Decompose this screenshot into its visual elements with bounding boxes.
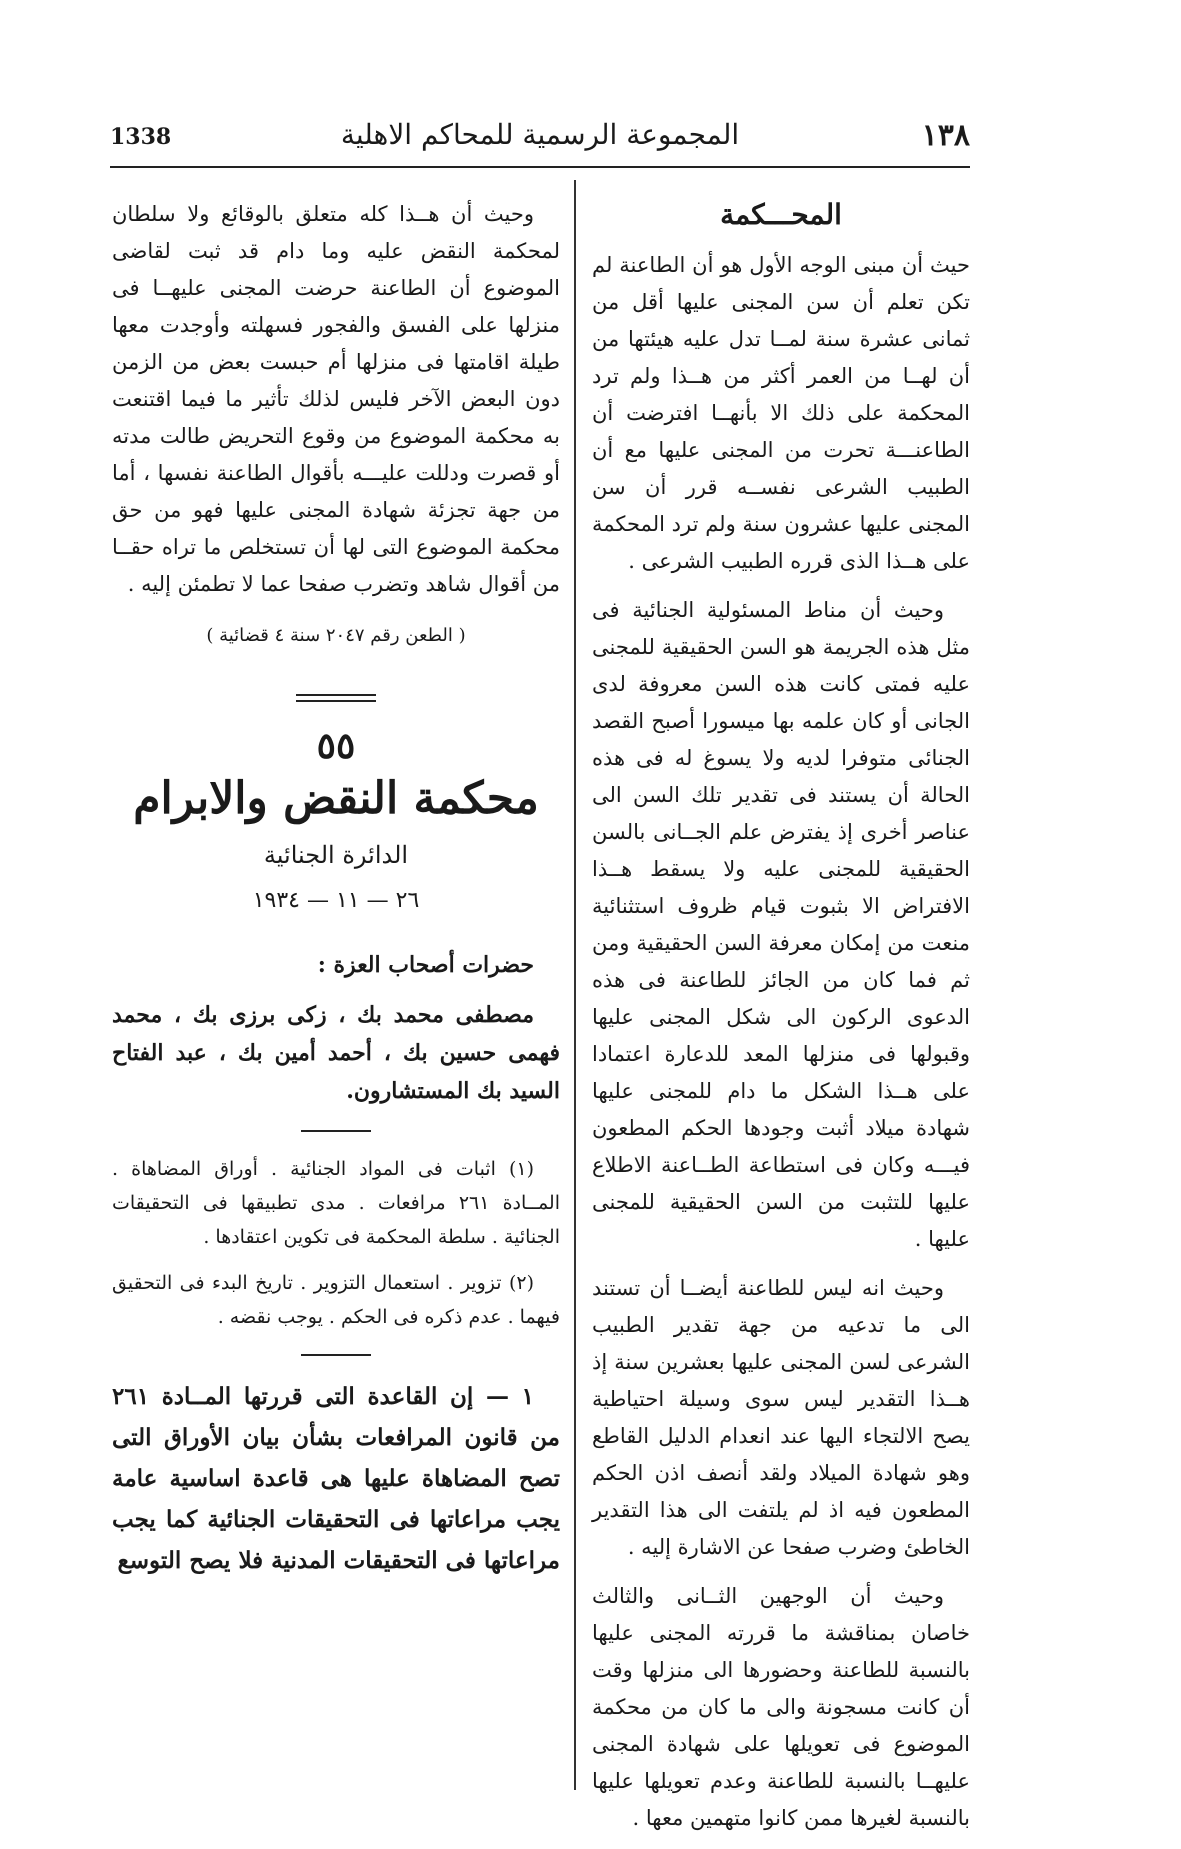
circuit-name: الدائرة الجنائية bbox=[263, 841, 409, 869]
page-number-arabic: ١٣٨ bbox=[921, 118, 970, 153]
page-number-latin: 1338 bbox=[110, 124, 172, 150]
section-title: المحـــكمة bbox=[720, 198, 842, 231]
summary-note: (٢) تزوير . استعمال التزوير . تاريخ البدء فى التحقيق فيهما . عدم ذكره فى الحكم . يوجب نقضه . bbox=[112, 1272, 560, 1328]
right-column bbox=[592, 196, 970, 1849]
paragraph: حيث أن مبنى الوجه الأول هو أن الطاعنة لم تكن تعلم أن سن المجنى عليها أقل من ثمانى عشرة سنة لمــا تدل عليه هيئتها من أن لهــا من العمر أكثر من هــذا ولم ترد المحكمة على ذلك الا بأنهــا افترضت أن الطاعنـــة تحرت من المجنى عليها مع أن الطبيب الشرعى نفســه قرر أن سن المجنى عليها عشرون سنة ولم ترد المحكمة على هــذا الذى قرره الطبيب الشرعى . bbox=[592, 253, 970, 573]
short-rule bbox=[301, 1130, 371, 1132]
running-title: المجموعة الرسمية للمحاكم الاهلية bbox=[340, 118, 740, 151]
paragraph-continued: وحيث أن هــذا كله متعلق بالوقائع ولا سلطان لمحكمة النقض عليه وما دام قد ثبت لقاضى الموضوع أن الطاعنة حرضت المجنى عليهــا فى منزلها على الفسق والفجور فسهلته وأوجدت معها طيلة اقامتها فى منزلها أم حبست بعض من الزمن دون البعض الآخر فليس لذلك تأثير ما فيما اقتنعت به محكمة الموضوع من وقوع التحريض طالت مدته أو قصرت ودللت عليـــه بأقوال الطاعنة نفسها ، أما من جهة تجزئة شهادة المجنى عليها فهو من حق محكمة الموضوع التى لها أن تستخلص ما تراه حقــا من أقوال شاهد وتضرب صفحا عما لا تطمئن إليه . bbox=[112, 202, 560, 596]
short-rule bbox=[301, 1354, 371, 1356]
legal-principle: ١ — إن القاعدة التى قررتها المــادة ٢٦١ من قانون المرافعات بشأن بيان الأوراق التى تصح المضاهاة عليها هى قاعدة اساسية عامة يجب مراعاتها فى التحقيقات الجنائية كما يجب مراعاتها فى التحقيقات المدنية فلا يصح التوسع bbox=[112, 1383, 560, 1574]
court-name: محكمة النقض والابرام bbox=[133, 773, 539, 824]
judges-list: مصطفى محمد بك ، زكى برزى بك ، محمد فهمى حسين بك ، أحمد أمين بك ، عبد الفتاح السيد بك المستشارون. bbox=[112, 1002, 560, 1104]
paragraph: وحيث أن الوجهين الثــانى والثالث خاصان بمناقشة ما قررته المجنى عليها بالنسبة للطاعنة وحضورها الى منزلها وقت أن كانت مسجونة والى ما كان من محكمة الموضوع فى تعويلها على شهادة المجنى عليهــا بالنسبة للطاعنة وعدم تعويلها عليها بالنسبة لغيرها ممن كانوا متهمين معها . bbox=[592, 1584, 970, 1830]
paragraph: وحيث انه ليس للطاعنة أيضــا أن تستند الى ما تدعيه من جهة تقدير الطبيب الشرعى لسن المجنى عليها بعشرين سنة إذ هــذا التقدير ليس سوى وسيلة احتياطية يصح الالتجاء اليها عند انعدام الدليل القاطع وهو شهادة الميلاد ولقد أنصف اذن الحكم المطعون فيه اذ لم يلتفت الى هذا التقدير الخاطئ وضرب صفحا عن الاشارة إليه . bbox=[592, 1276, 970, 1559]
summary-note: (١) اثبات فى المواد الجنائية . أوراق المضاهاة . المــادة ٢٦١ مرافعات . مدى تطبيقها فى التحقيقات الجنائية . سلطة المحكمة فى تكوين اعتقادها . bbox=[112, 1158, 560, 1248]
presence-heading: حضرات أصحاب العزة : bbox=[317, 952, 534, 978]
appeal-reference: ( الطعن رقم ٢٠٤٧ سنة ٤ قضائية ) bbox=[206, 625, 466, 646]
section-separator bbox=[296, 694, 376, 702]
page-header bbox=[110, 110, 970, 168]
left-column bbox=[112, 196, 560, 1593]
column-divider bbox=[574, 180, 576, 1790]
case-number: ٥٥ bbox=[316, 725, 356, 767]
paragraph: وحيث أن مناط المسئولية الجنائية فى مثل هذه الجريمة هو السن الحقيقية للمجنى عليه فمتى كانت هذه السن معروفة لدى الجانى أو كان علمه بها ميسورا أصبح القصد الجنائى متوفرا لديه ولا يسوغ له فى هذه الحالة أن يستند فى تقدير تلك السن الى عناصر أخرى إذ يفترض علم الجــانى بالسن الحقيقية للمجنى عليه ولا يسقط هــذا الافتراض الا بثبوت قيام ظروف استثنائية منعت من إمكان معرفة السن الحقيقية ومن ثم فما كان من الجائز للطاعنة فى هذه الدعوى الركون الى شكل المجنى عليها وقبولها فى منزلها المعد للدعارة اعتمادا على هــذا الشكل ما دام للمجنى عليها شهادة ميلاد أثبت وجودها الحكم المطعون فيـــه وكان فى استطاعة الطــاعنة الاطلاع عليها للتثبت من السن الحقيقية للمجنى عليها . bbox=[592, 598, 970, 1251]
judgment-date: ٢٦ — ١١ — ١٩٣٤ bbox=[252, 888, 420, 913]
